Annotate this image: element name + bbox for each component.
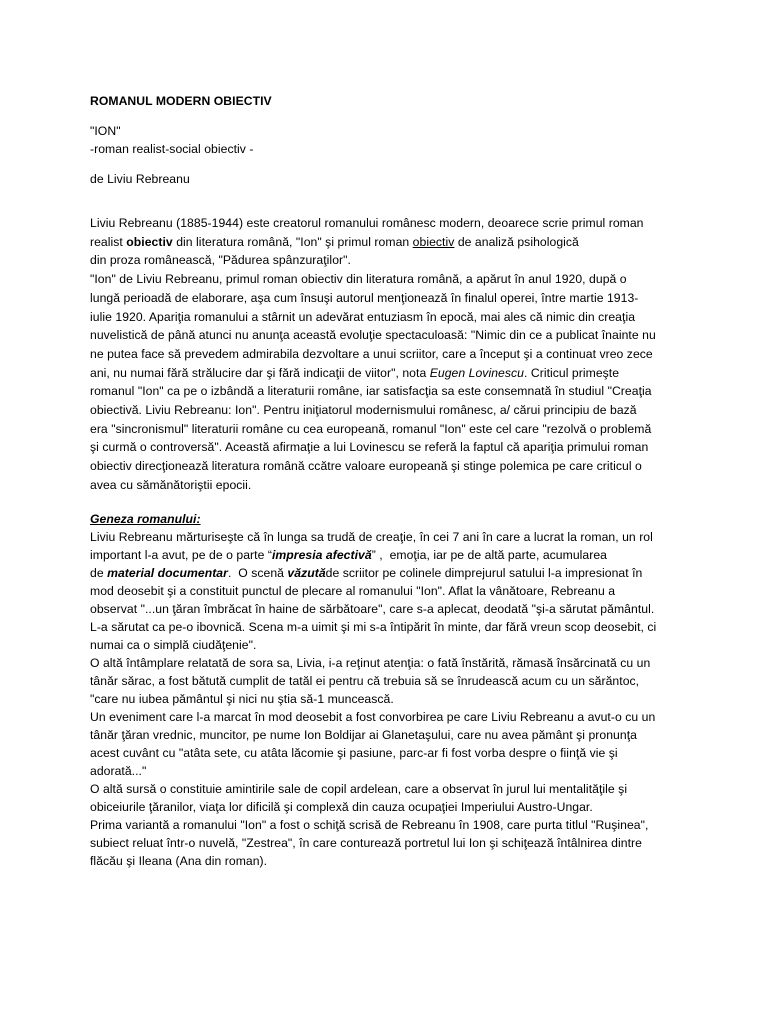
genesis-line [90,799,593,815]
genesis-text: numai ca o simplă ciudăţenie". [90,638,257,652]
intro-text: Eugen Lovinescu [429,365,524,380]
intro-line [90,290,638,306]
intro-text: ne putea face să prevedem admirabila dezvoltare a unui scriitor, care a început şi a continuat vreo zece [90,346,653,361]
genesis-text: "care nu iubea pământul şi nici nu ştia să-1 muncească. [90,692,394,706]
genesis-text: văzută [287,566,326,580]
genesis-text: impresia afectivă [271,548,372,562]
intro-text: Liviu Rebreanu (1885-1944) este creatorul romanului românesc modern, deoarece scrie primul roman [90,216,644,230]
genesis-text: ” , emoţia, iar pe de altă parte, acumularea [371,548,608,562]
intro-text: realist [90,234,127,249]
intro-text: obiectivă. Liviu Rebreanu: Ion". Pentru iniţiatorul modernismului românesc, a/ cărui principiu de bază [90,403,637,417]
genesis-line [90,835,642,851]
genesis-line [90,781,627,797]
intro-text: din literatura română, "Ion" şi primul roman [172,234,413,249]
intro-text: lungă perioadă de elaborare, aşa cum însuşi autorul menţionează în finalul operei, între martie 1913- [90,290,639,305]
genesis-text: adorată..." [90,764,147,778]
intro-line [90,327,656,343]
genesis-line [90,673,639,689]
intro-text: şi curmă o controversă". Această afirmaţie a lui Lovinescu se referă la faptul că apariţia primului roman [90,440,649,455]
intro-text: de analiză psihologică [454,234,579,249]
genesis-text: acest cuvânt cu "atâta sete, cu atâta lăcomie şi pasiune, parc-ar fi fost vorba despre o fiinţă vie şi [90,746,618,760]
genesis-text: O altă întâmplare relatată de sora sa, Livia, i-a reţinut atenţia: o fată înstărită, rămasă însărcinată cu un [90,656,651,670]
genesis-line [90,655,650,671]
genesis-line [90,817,648,833]
genesis-text: Un eveniment care l-a marcat în mod deosebit a fost convorbirea pe care Liviu Rebreanu a avut-o cu un [90,710,656,724]
intro-text: iulie 1920. Apariţia romanului a stârnit un adevărat entuziasm în epocă, mai ales că nimic din creaţia [90,309,636,324]
genesis-text: tânăr sărac, a fost bătută cumplit de tatăl ei pentru că trebuia să se înrudească acum cu un sărăntoc, [90,674,640,688]
genesis-line [90,619,656,635]
intro-text: era "sincronismul" literaturii române cu cea europeană, romanul "Ion" este cel care "rezolvă o problemă [90,421,652,436]
genesis-text: important l-a avut, pe de o parte “ [90,548,272,562]
intro-line [90,309,635,325]
intro-text: obiectiv [126,234,173,249]
genesis-text: obiceiurile ţăranilor, viaţa lor dificilă şi complexă din cauza ocupaţiei Imperiului Austro-Ungar. [90,800,593,814]
work-title: "ION" [90,124,121,138]
genesis-line [90,709,655,725]
genesis-text: Prima variantă a romanului "Ion" a fost o schiţă scrisă de Rebreanu în 1908, care purta titlul "Ruşinea", [90,818,649,832]
genesis-text: L-a sărutat ca pe-o ibovnică. Scena m-a uimit şi mi s-a întipărit în minte, dar fără vreun scop deosebit, ci [90,620,657,634]
genesis-text: de [90,566,108,580]
genesis-text: de scriitor pe colinele dimprejurul satului l-a impresionat în [325,566,643,580]
intro-line [90,234,579,250]
genesis-text: . O scenă [227,566,288,580]
intro-text: obiectiv direcţionează literatura română ccătre valoare europeană şi stinge polemica pe care criticul o [90,459,642,474]
genesis-line [90,547,607,563]
genesis-line [90,565,642,581]
intro-text: avea cu sămănătoriştii epocii. [90,477,252,492]
intro-line [90,271,627,287]
document-heading: ROMANUL MODERN OBIECTIV [90,94,272,108]
genesis-line [90,529,653,545]
intro-line [90,477,251,493]
genesis-text: tânăr ţăran vrednic, muncitor, pe nume Ion Boldijar ai Glanetaşului, care nu avea pământ şi pronunţa [90,728,637,742]
genesis-text: observat "...un ţăran îmbrăcat în haine de sărbătoare", care s-a aplecat, deodată "şi-a sărutat pământul. [90,602,655,616]
genesis-line [90,691,394,707]
intro-line [90,383,652,399]
intro-line [90,346,653,362]
section-title: Geneza romanului: [90,512,201,526]
genesis-line [90,745,618,761]
intro-text: "Ion" de Liviu Rebreanu, primul roman obiectiv din literatura română, a apărut în anul 1920, după o [90,272,627,287]
intro-text: . Criticul primeşte [523,365,620,380]
intro-line [90,402,637,418]
genesis-text: material documentar [107,566,228,580]
intro-text: nuvelistică de până atunci nu anunţa această evoluţie spectaculoasă: "Nimic din ce a publicat înainte nu [90,328,656,343]
work-subtitle: -roman realist-social obiectiv - [90,142,254,156]
genesis-line [90,763,146,779]
genesis-text: flăcău şi Ileana (Ana din roman). [90,854,268,868]
intro-text: ani, nu numai fără strălucire dar şi fără indicaţii de viitor", nota [90,365,430,380]
genesis-line [90,853,267,869]
intro-line [90,421,651,437]
genesis-line [90,601,654,617]
genesis-text: Liviu Rebreanu mărturiseşte că în lunga sa trudă de creaţie, în cei 7 ani în care a lucrat la roman, un rol [90,530,653,544]
genesis-line [90,583,615,599]
intro-line [90,215,644,231]
genesis-text: mod deosebit şi a constituit punctul de plecare al romanului "Ion". Aflat la vânătoare, Rebreanu a [90,584,616,598]
genesis-line [90,727,637,743]
intro-line [90,365,619,381]
intro-line [90,458,642,474]
genesis-line [90,637,256,653]
intro-text: din proza românească, "Pădurea spânzuraţilor". [90,253,351,268]
genesis-text: subiect reluat într-o nuvelă, "Zestrea", în care conturează portretul lui Ion şi schiţează întâlnirea dintre [90,836,642,850]
author-line: de Liviu Rebreanu [90,172,190,186]
intro-line [90,252,351,268]
genesis-text: O altă sursă o constituie amintirile sale de copil ardelean, care a observat în jurul lui mentalităţile şi [90,782,628,796]
intro-text: obiectiv [412,234,455,249]
intro-line [90,439,648,455]
intro-text: romanul "Ion" ca pe o izbândă a literaturii române, iar satisfacţia sa este consemnată în studiul "Creaţia [90,384,652,399]
